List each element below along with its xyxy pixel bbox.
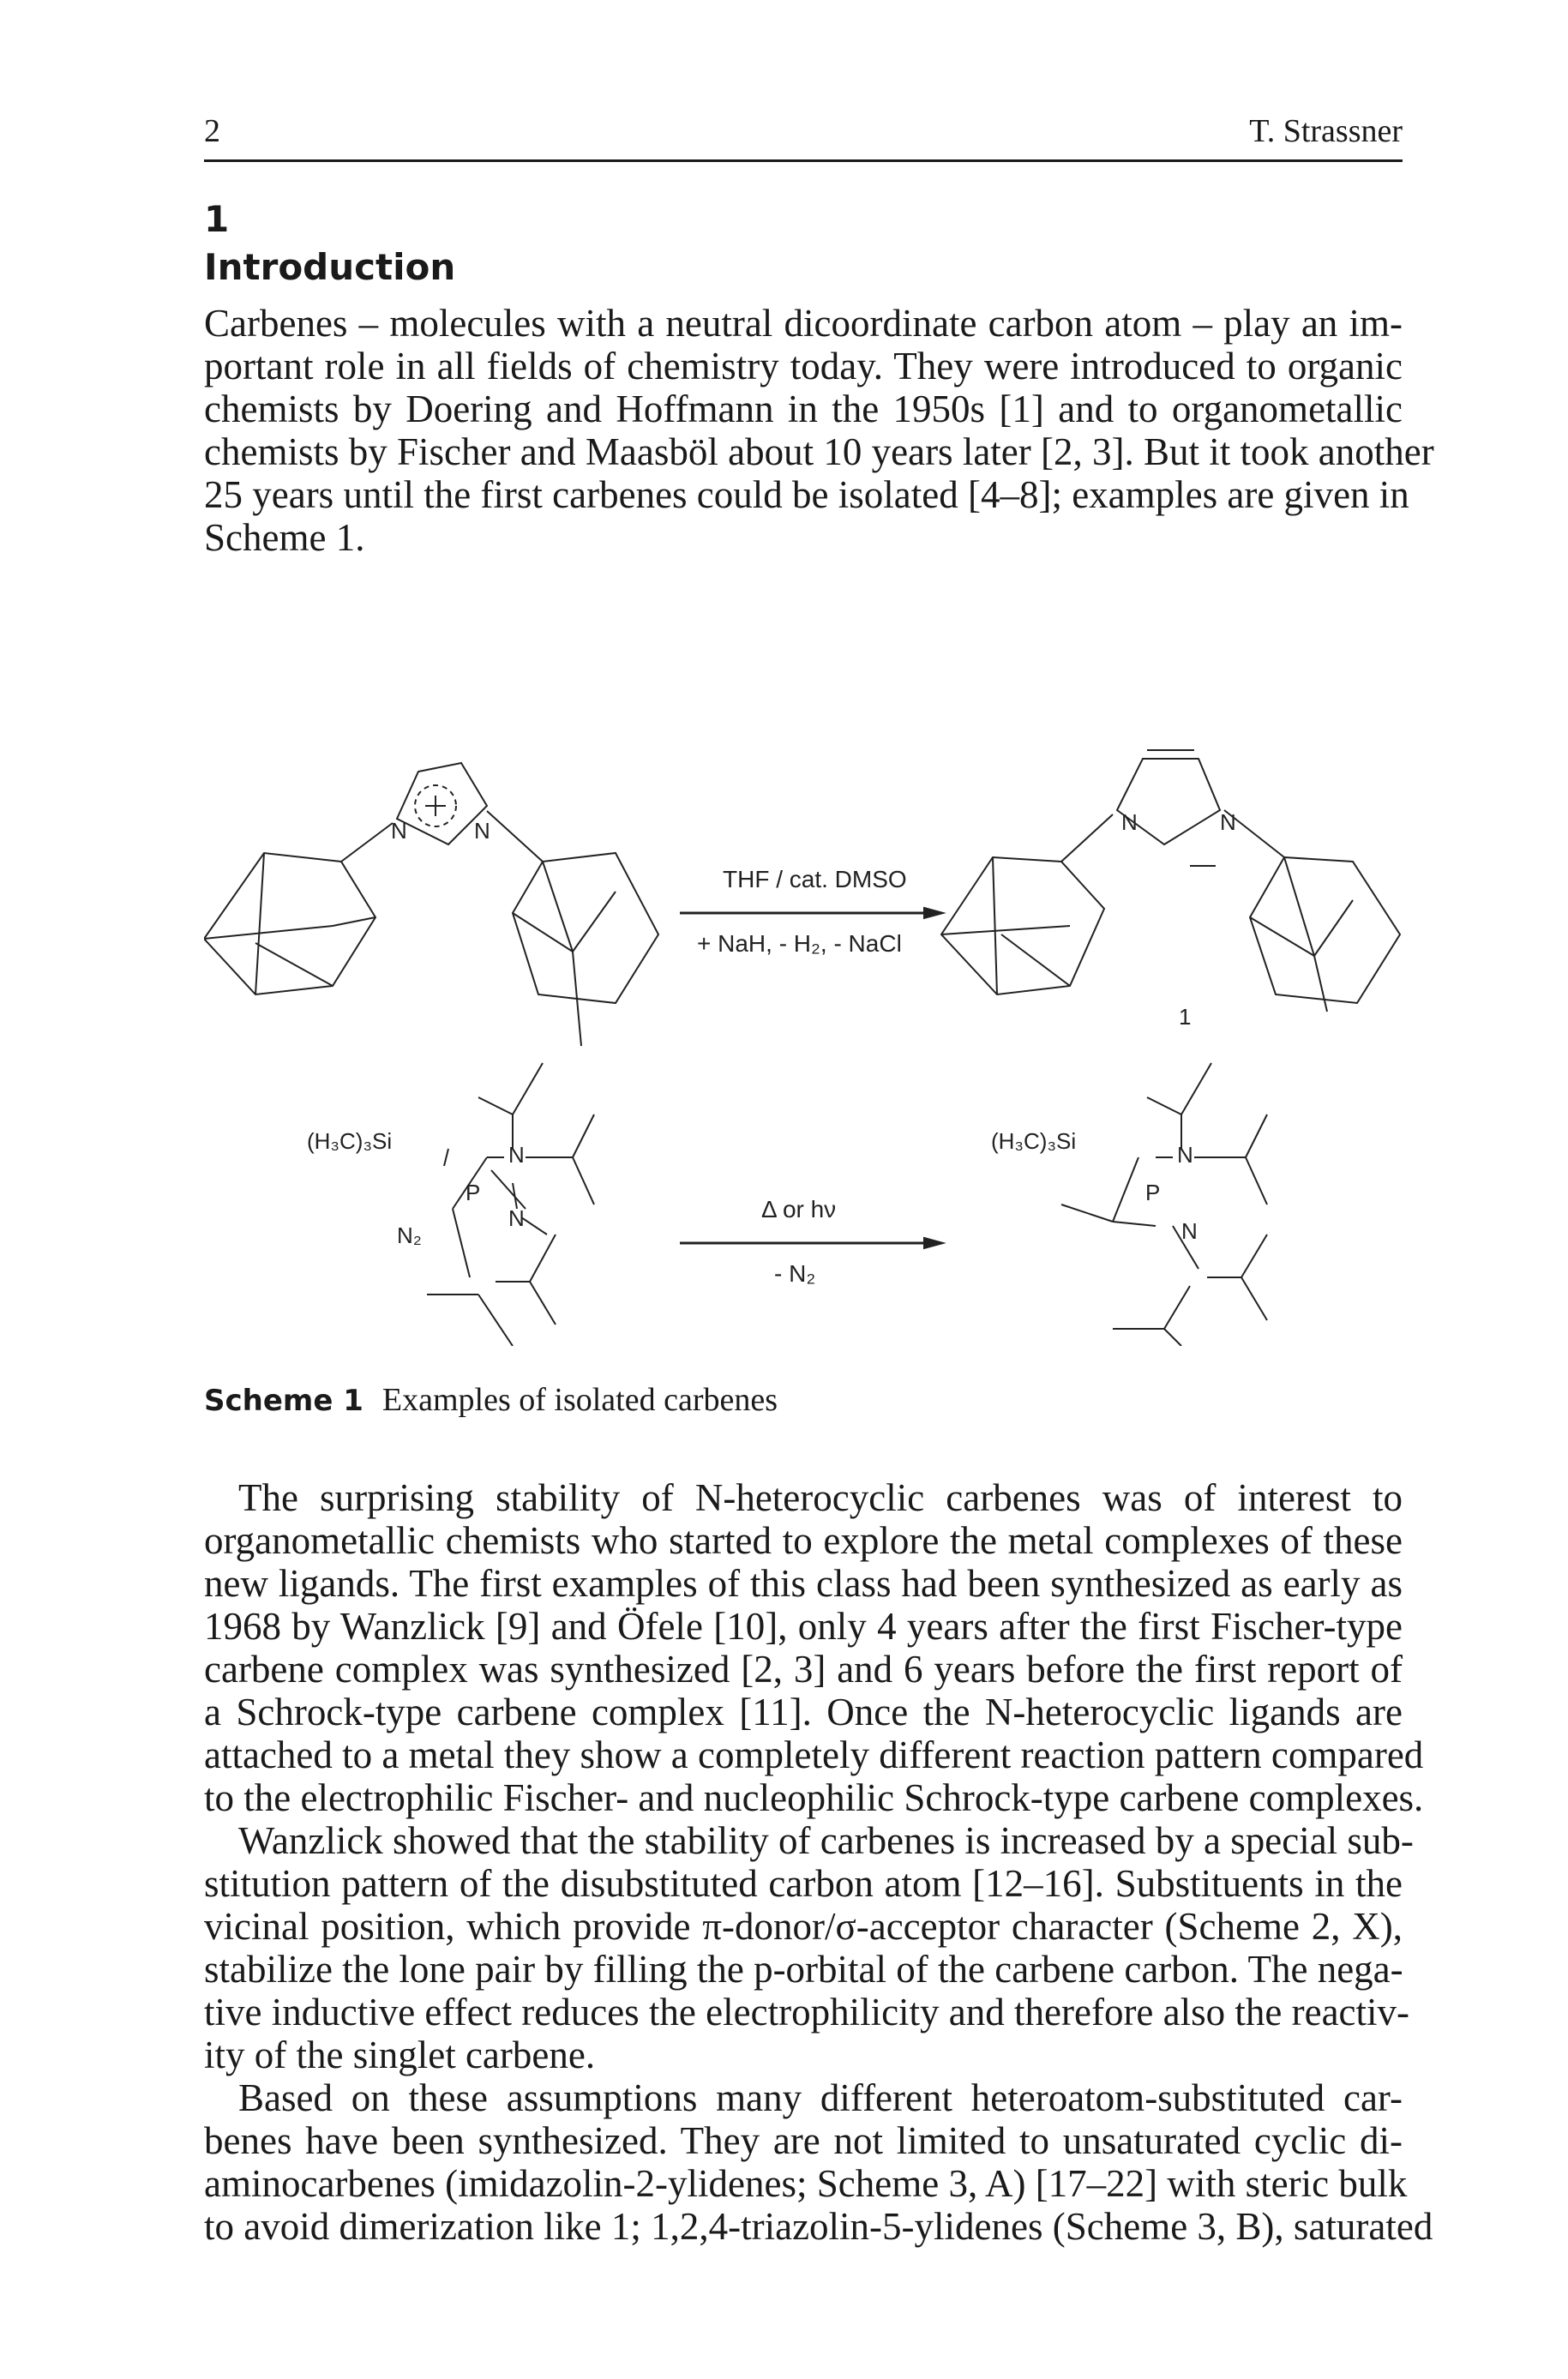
silyl-group-label: (H₃C)₃Si	[991, 1128, 1077, 1154]
text-line: Carbenes – molecules with a neutral dicoordinate carbon atom – play an im-	[204, 302, 1403, 345]
reaction-1-conditions-below: + NaH, - H₂, - NaCl	[697, 930, 902, 957]
caption-text: Examples of isolated carbenes	[381, 1382, 778, 1418]
text-line: stitution pattern of the disubstituted carbon atom [12–16]. Substituents in the	[204, 1862, 1403, 1905]
atom-label-n: N	[1220, 809, 1236, 835]
phosphino-diazo-compound	[427, 1063, 594, 1346]
atom-label-n: N	[508, 1142, 525, 1168]
section-number: 1	[204, 198, 230, 240]
page-header	[204, 111, 1403, 156]
text-line: attached to a metal they show a completely different reaction pattern compared	[204, 1733, 1424, 1776]
scheme-caption	[204, 1380, 778, 1421]
text-line: The surprising stability of N-heterocyclic carbenes was of interest to	[238, 1476, 1403, 1519]
text-line: ity of the singlet carbene.	[204, 2034, 596, 2076]
text-line: new ligands. The first examples of this class had been synthesized as early as	[204, 1562, 1403, 1605]
caption-label: Scheme 1	[204, 1384, 363, 1418]
text-line: portant role in all fields of chemistry today. They were introduced to organic	[204, 345, 1403, 387]
header-rule	[204, 159, 1403, 162]
atom-label-p: P	[466, 1180, 481, 1205]
atom-label-n: N	[1181, 1218, 1198, 1244]
text-line: Based on these assumptions many different heteroatom-substituted car-	[238, 2076, 1403, 2119]
silyl-group-label: (H₃C)₃Si	[307, 1128, 393, 1154]
text-line: Wanzlick showed that the stability of carbenes is increased by a special sub-	[238, 1819, 1414, 1862]
imidazolium-cation	[204, 763, 658, 1046]
text-line: tive inductive effect reduces the electrophilicity and therefore also the reactiv-	[204, 1991, 1410, 2034]
atom-label-n: N	[508, 1205, 525, 1231]
text-line: to the electrophilic Fischer- and nucleophilic Schrock-type carbene complexes.	[204, 1776, 1424, 1819]
reaction-arrow-1-head	[924, 908, 943, 918]
section-title: Introduction	[204, 246, 456, 288]
text-line: vicinal position, which provide π-donor/σ-acceptor character (Scheme 2, X),	[204, 1905, 1403, 1948]
atom-label-n: N	[474, 818, 490, 844]
reaction-arrow-2-head	[924, 1238, 943, 1248]
reaction-1-conditions-above: THF / cat. DMSO	[723, 866, 907, 892]
reaction-2-conditions-below: - N₂	[774, 1260, 816, 1287]
atom-label-n2: N₂	[397, 1223, 422, 1248]
text-line: stabilize the lone pair by filling the p-orbital of the carbene carbon. The nega-	[204, 1948, 1403, 1991]
text-line: carbene complex was synthesized [2, 3] and 6 years before the first report of	[204, 1648, 1403, 1691]
page-number: 2	[204, 113, 220, 149]
text-line: Scheme 1.	[204, 516, 365, 559]
atom-label-n: N	[391, 818, 407, 844]
carbene-product-1	[941, 750, 1400, 1012]
text-line: chemists by Doering and Hoffmann in the 1950s [1] and to organometallic	[204, 387, 1403, 430]
paragraph-wanzlick	[204, 1819, 1414, 2076]
text-line: aminocarbenes (imidazolin-2-ylidenes; Scheme 3, A) [17–22] with steric bulk	[204, 2162, 1408, 2205]
atom-label-n: N	[1121, 809, 1138, 835]
atom-label-p: P	[1145, 1180, 1161, 1205]
text-line: 25 years until the first carbenes could be isolated [4–8]; examples are given in	[204, 473, 1409, 516]
text-line: a Schrock-type carbene complex [11]. Once the N-heterocyclic ligands are	[204, 1691, 1403, 1733]
atom-label-n: N	[1177, 1142, 1193, 1168]
text-line: benes have been synthesized. They are not limited to unsaturated cyclic di-	[204, 2119, 1403, 2162]
text-line: chemists by Fischer and Maasböl about 10 years later [2, 3]. But it took another	[204, 430, 1434, 473]
text-line: 1968 by Wanzlick [9] and Öfele [10], only 4 years after the first Fischer-type	[204, 1605, 1403, 1648]
paragraph-heteroatom-carbenes	[204, 2076, 1433, 2248]
scheme-1-figure	[204, 643, 1403, 1346]
paragraph-nhc-stability	[204, 1476, 1424, 1819]
page	[204, 111, 1434, 2248]
text-line: to avoid dimerization like 1; 1,2,4-triazolin-5-ylidenes (Scheme 3, B), saturated	[204, 2205, 1433, 2248]
phosphino-silyl-carbene	[1061, 1063, 1267, 1346]
intro-paragraph	[204, 302, 1434, 559]
running-head: T. Strassner	[1249, 113, 1403, 149]
section-heading	[204, 195, 455, 291]
reaction-2-conditions-above: Δ or hν	[761, 1196, 837, 1223]
text-line: organometallic chemists who started to explore the metal complexes of these	[204, 1519, 1403, 1562]
compound-1-label: 1	[1179, 1004, 1192, 1030]
